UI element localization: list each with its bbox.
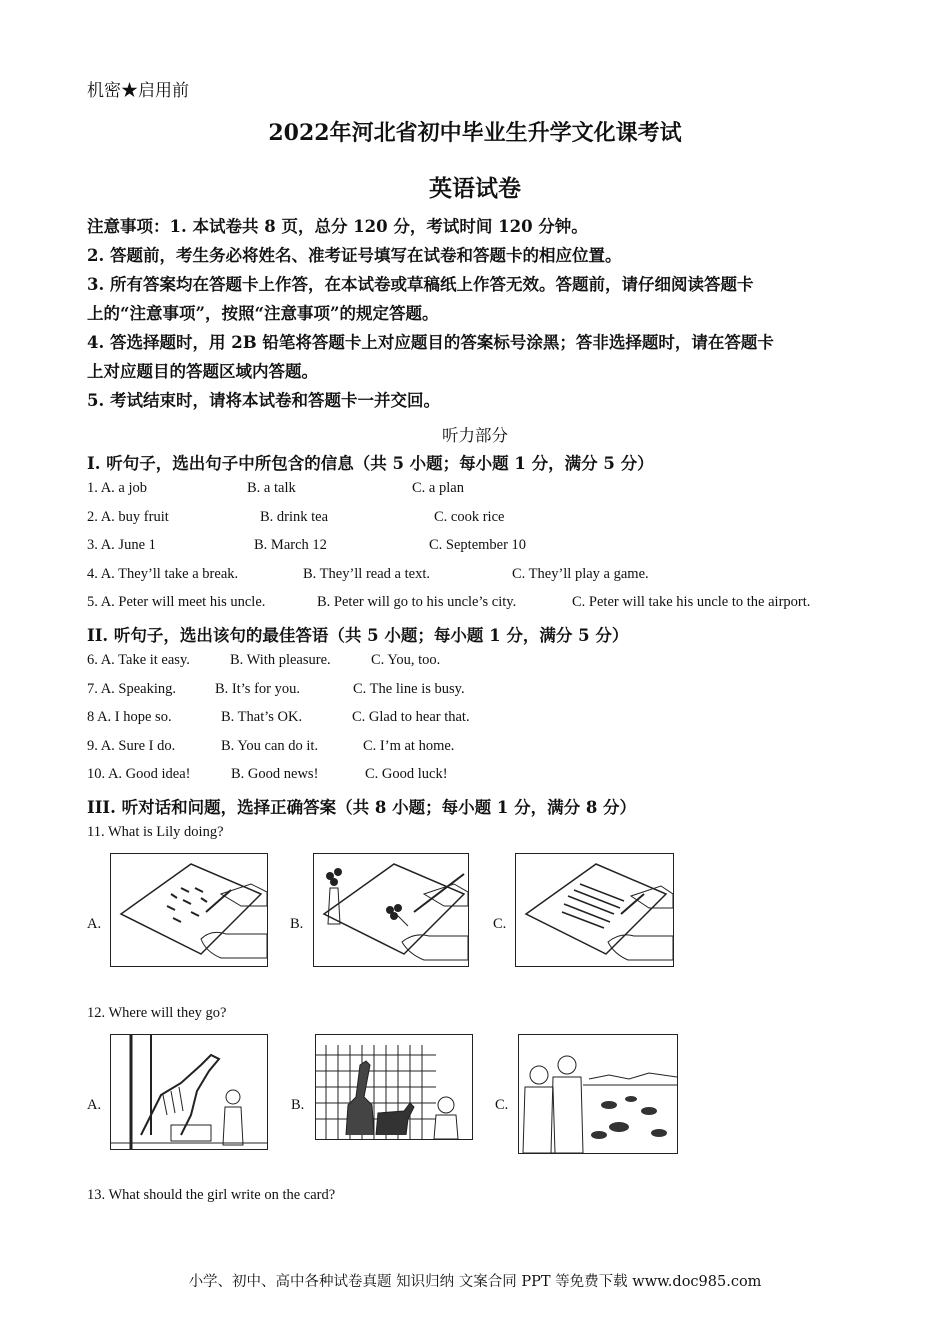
picture-writing-letter — [515, 853, 674, 967]
section1-heading: Ⅰ. 听句子，选出句子中所包含的信息（共 5 小题；每小题 1 分，满分 5 分） — [87, 454, 654, 473]
option-c: C. cook rice — [434, 509, 505, 525]
option-a: 6. A. Take it easy. — [87, 652, 190, 668]
option-a: 7. A. Speaking. — [87, 681, 177, 697]
option-c: C. Good luck! — [365, 766, 448, 782]
part-title: 听力部分 — [442, 426, 508, 445]
picture-zoo-giraffe — [315, 1034, 473, 1140]
exam-notes — [87, 212, 877, 415]
option-letter-a: A. — [87, 916, 102, 932]
option-a: 3. A. June 1 — [87, 537, 156, 553]
page-footer: 小学、初中、高中各种试卷真题 知识归纳 文案合同 PPT 等免费下载 www.doc985.com — [188, 1274, 762, 1290]
section2-heading: II. 听句子，选出该句的最佳答语（共 5 小题；每小题 1 分，满分 5 分） — [87, 626, 629, 645]
option-letter-b: B. — [291, 1097, 305, 1113]
confidential-label: 机密★启用前 — [87, 81, 189, 101]
exam-title: 2022年河北省初中毕业生升学文化课考试 — [268, 120, 682, 146]
option-a: 1. A. a job — [87, 480, 148, 496]
option-b: B. a talk — [247, 480, 296, 496]
option-a: 9. A. Sure I do. — [87, 738, 176, 754]
note-line: 上对应题目的答题区域内答题。 — [87, 362, 318, 381]
picture-farm-people — [518, 1034, 678, 1154]
option-letter-c: C. — [495, 1097, 509, 1113]
option-a: 10. A. Good idea! — [87, 766, 191, 782]
note-line: 5. 考试结束时，请将本试卷和答题卡一并交回。 — [87, 391, 440, 410]
option-letter-b: B. — [290, 916, 304, 932]
option-letter-c: C. — [493, 916, 507, 932]
section3-heading: III. 听对话和问题，选择正确答案（共 8 小题；每小题 1 分，满分 8 分） — [87, 798, 637, 817]
option-b: B. It’s for you. — [215, 681, 300, 697]
option-b: B. That’s OK. — [221, 709, 303, 725]
note-line: 上的“注意事项”，按照“注意事项”的规定答题。 — [87, 304, 439, 323]
option-c: C. a plan — [412, 480, 464, 496]
picture-drawing-flowers — [313, 853, 469, 967]
option-b: B. With pleasure. — [230, 652, 331, 668]
option-c: C. Peter will take his uncle to the airport. — [572, 594, 811, 610]
option-a: 2. A. buy fruit — [87, 509, 169, 525]
option-b: B. They’ll read a text. — [303, 566, 430, 582]
option-a: 8 A. I hope so. — [87, 709, 172, 725]
question-13: 13. What should the girl write on the card? — [87, 1187, 336, 1203]
option-c: C. Glad to hear that. — [352, 709, 470, 725]
note-line: 注意事项：1. 本试卷共 8 页，总分 120 分，考试时间 120 分钟。 — [87, 217, 588, 236]
note-line: 3. 所有答案均在答题卡上作答，在本试卷或草稿纸上作答无效。答题前，请仔细阅读答题卡 — [87, 275, 754, 294]
option-b: B. Good news! — [231, 766, 319, 782]
option-c: C. You, too. — [371, 652, 441, 668]
question-11: 11. What is Lily doing? — [87, 824, 224, 840]
option-a: 4. A. They’ll take a break. — [87, 566, 239, 582]
picture-museum-dinosaur — [110, 1034, 268, 1150]
option-b: B. Peter will go to his uncle’s city. — [317, 594, 517, 610]
option-c: C. The line is busy. — [353, 681, 465, 697]
note-line: 4. 答选择题时，用 2B 铅笔将答题卡上对应题目的答案标号涂黑；答非选择题时，请在答题卡 — [87, 333, 774, 352]
option-c: C. September 10 — [429, 537, 527, 553]
option-b: B. drink tea — [260, 509, 329, 525]
note-line: 2. 答题前，考生务必将姓名、准考证号填写在试卷和答题卡的相应位置。 — [87, 246, 622, 265]
option-c: C. I’m at home. — [363, 738, 455, 754]
option-a: 5. A. Peter will meet his uncle. — [87, 594, 266, 610]
option-b: B. March 12 — [254, 537, 327, 553]
option-b: B. You can do it. — [221, 738, 319, 754]
picture-writing-notes — [110, 853, 268, 967]
option-letter-a: A. — [87, 1097, 102, 1113]
question-12: 12. Where will they go? — [87, 1005, 227, 1021]
exam-subtitle: 英语试卷 — [429, 175, 521, 202]
option-c: C. They’ll play a game. — [512, 566, 649, 582]
